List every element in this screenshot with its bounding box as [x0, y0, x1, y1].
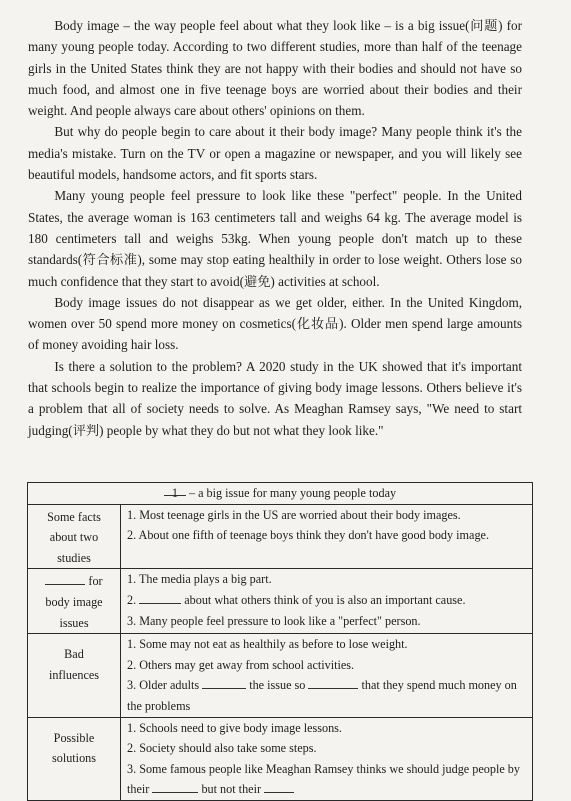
blank-3[interactable]	[139, 591, 181, 604]
list-item: 1. The media plays a big part.	[127, 572, 272, 587]
row-label-influences	[28, 634, 121, 717]
paragraph-5: Is there a solution to the problem? A 2020 study in the UK showed that it's important that schools begin to realize the importance of giving body image lessons. Others believe it's a problem that all of society needs to solve. As Meaghan Ramsey says, "We need to start judging(评判) people by what they do but not what they look like."	[28, 358, 522, 438]
list-item	[127, 675, 528, 716]
label-line: issues	[59, 615, 89, 630]
label-line: Bad	[64, 647, 84, 662]
item-number: 2.	[127, 592, 137, 607]
table-row	[28, 569, 533, 634]
blank-number: 1	[171, 486, 178, 500]
blank-2[interactable]	[45, 572, 85, 585]
paragraph-3: Many young people feel pressure to look like these "perfect" people. In the United States, the average woman is 163 centimeters tall and weighs 64 kg. The average model is 180 centimeters tall and weighs 53kg. When young people don't match up to these standards(符合标准), some may stop eating healthily in order to lose weight. Others lose so much confidence that they start to avoid(避免) activities at school.	[28, 188, 522, 289]
label-text: for	[88, 574, 103, 589]
label-line: studies	[57, 550, 91, 565]
blank-6[interactable]	[152, 780, 198, 793]
row-content-reasons	[121, 569, 533, 634]
label-line: about two	[49, 530, 99, 545]
blank-7[interactable]	[264, 780, 294, 793]
row-content-influences	[121, 634, 533, 717]
label-line: solutions	[51, 751, 97, 766]
list-item: 1. Some may not eat as healthily as before to lose weight.	[127, 637, 408, 652]
row-label-facts	[28, 504, 121, 569]
list-item: 1. Schools need to give body image lessons.	[127, 720, 342, 735]
item-text: but not their	[201, 782, 262, 797]
table-title-cell	[28, 483, 533, 505]
item-text: that they spend much money on the problems	[127, 678, 517, 713]
label-line: influences	[48, 667, 100, 682]
list-item: 3. Many people feel pressure to look like a "perfect" person.	[127, 613, 421, 628]
row-content-solutions	[121, 717, 533, 800]
item-text: about what others think of you is also an important cause.	[184, 592, 466, 607]
summary-table	[27, 482, 533, 801]
row-label-reasons	[28, 569, 121, 634]
list-item: 1. Most teenage girls in the US are worried about their body images.	[127, 507, 461, 522]
list-item: 2. Others may get away from school activities.	[127, 657, 355, 672]
item-text: 3. Some famous people like Meaghan Ramsey thinks we should judge people by their	[127, 761, 520, 797]
item-text: 3. Older adults	[127, 678, 200, 693]
table-row	[28, 634, 533, 717]
list-item	[127, 759, 528, 800]
blank-1[interactable]	[164, 483, 186, 500]
table-row	[28, 504, 533, 569]
list-item: 2. Society should also take some steps.	[127, 741, 317, 756]
item-text: the issue so	[249, 678, 306, 693]
label-line: Possible	[53, 730, 95, 745]
list-item	[127, 590, 528, 611]
list-item: 2. About one fifth of teenage boys think they don't have good body image.	[127, 528, 489, 543]
table-header-row	[28, 483, 533, 505]
label-line: body image	[45, 594, 103, 609]
table-title-text: – a big issue for many young people today	[188, 486, 397, 500]
blank-4[interactable]	[202, 676, 246, 689]
paragraph-4: Body image issues do not disappear as we get older, either. In the United Kingdom, women over 50 spend more money on cosmetics(化妆品). Older men spend large amounts of money avoiding hair loss.	[28, 294, 522, 353]
reading-passage	[28, 15, 522, 441]
row-content-facts	[121, 504, 533, 569]
paragraph-2: But why do people begin to care about it their body image? Many people think it's the media's mistake. Turn on the TV or open a magazine or newspaper, and you will likely see beautiful models, handsome actors, and fit sports stars.	[28, 124, 522, 183]
row-label-solutions	[28, 717, 121, 800]
label-line: Some facts	[47, 509, 101, 524]
paragraph-1: Body image – the way people feel about what they look like – is a big issue(问题) for many young people today. According to two different studies, more than half of the teenage girls in the United States think they are not happy with their bodies and should not have so much food, and almost one in five teenage boys are worried about their bodies and their weight. And people always care about others' opinions on them.	[28, 18, 522, 119]
table-row	[28, 717, 533, 800]
blank-5[interactable]	[308, 676, 358, 689]
label-line	[28, 571, 120, 592]
